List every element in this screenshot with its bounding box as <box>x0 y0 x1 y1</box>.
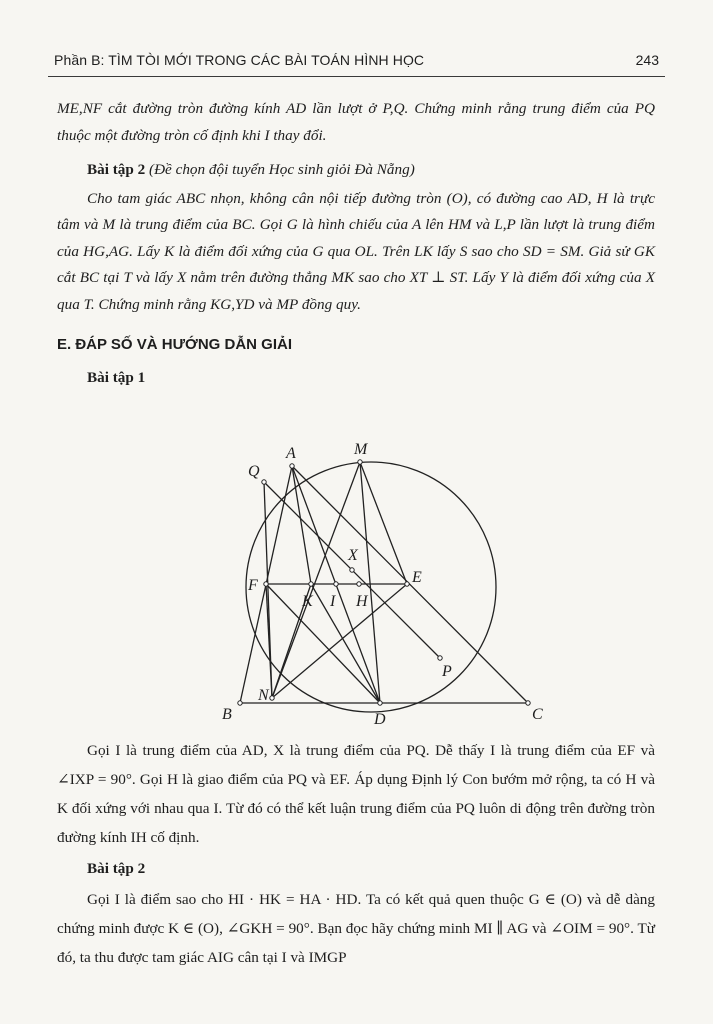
running-header <box>48 40 665 77</box>
solution1-label: Bài tập 1 <box>87 368 146 386</box>
exercise2-source: (Đề chọn đội tuyển Học sinh giỏi Đà Nẵng) <box>149 161 415 178</box>
line-ME <box>360 462 407 584</box>
geometry-figure <box>220 432 550 728</box>
label-X: X <box>348 547 358 564</box>
point-M <box>358 460 362 464</box>
point-H <box>357 582 361 586</box>
exercise2-text: Cho tam giác ABC nhọn, không cân nội tiếp đường tròn (O), có đường cao AD, H là trực tâm và M là trung điểm của BC. Gọi G là hình chiếu của A lên HM và L,P lần lượt là trung điểm của HG,AG. Lấy K là điểm đối xứng của G qua OL. Trên LK lấy S sao cho SD = SM. Giả sử GK cắt BC tại T và lấy X nằm trên đường thẳng MK sao cho XT ⊥ ST. Lấy Y là điểm đối xứng của X qua T. Chứng minh rằng KG,YD và MP đồng quy. <box>57 189 655 313</box>
label-M: M <box>354 441 368 458</box>
header-title: Phần B: TÌM TÒI MỚI TRONG CÁC BÀI TOÁN HÌNH HỌC <box>54 52 425 68</box>
solution2-text: Gọi I là điểm sao cho HI · HK = HA · HD. Ta có kết quả quen thuộc G ∈ (O) và dễ dàng chứng minh được K ∈ (O), ∠GKH = 90°. Bạn đọc hãy chứng minh MI ∥ AG và ∠OIM = 90°. Từ đó, ta thu được tam giác AIG cân tại I và IMGP <box>57 891 655 966</box>
point-B <box>238 701 242 705</box>
point-N <box>270 696 274 700</box>
label-I: I <box>330 593 336 610</box>
solution1-text: Gọi I là trung điểm của AD, X là trung điểm của PQ. Dễ thấy I là trung điểm của EF và ∠IXP = 90°. Gọi H là giao điểm của PQ và EF. Áp dụng Định lý Con bướm mở rộng, ta có H và K đối xứng với nhau qua I. Từ đó có thể kết luận trung điểm của PQ luôn di động trên đường tròn đường kính IH cố định. <box>57 742 655 846</box>
point-I <box>334 582 338 586</box>
point-Q <box>262 480 266 484</box>
point-C <box>526 701 530 705</box>
main-text <box>57 96 655 391</box>
intro-paragraph: ME,NF cắt đường tròn đường kính AD lần lượt ở P,Q. Chứng minh rằng trung điểm của PQ thuộc một đường tròn cố định khi I thay đổi. <box>57 100 655 144</box>
section-title: E. ĐÁP SỐ VÀ HƯỚNG DẪN GIẢI <box>57 336 292 353</box>
exercise2-heading <box>87 157 655 184</box>
line-NE <box>272 584 407 698</box>
solution-text <box>57 736 655 972</box>
point-E <box>405 582 409 586</box>
solution2-label: Bài tập 2 <box>87 860 146 877</box>
label-Q: Q <box>248 463 260 480</box>
label-E: E <box>412 569 422 586</box>
exercise2-label: Bài tập 2 <box>87 161 146 178</box>
point-K <box>309 582 313 586</box>
line-MD <box>360 462 380 703</box>
label-A: A <box>286 445 296 462</box>
label-P: P <box>442 663 452 680</box>
point-A <box>290 464 294 468</box>
label-K: K <box>302 593 313 610</box>
point-P <box>438 656 442 660</box>
point-X <box>350 568 354 572</box>
line-KD <box>311 584 380 703</box>
point-D <box>378 701 382 705</box>
point-F <box>264 582 268 586</box>
label-F: F <box>248 577 258 594</box>
label-H: H <box>356 593 368 610</box>
label-D: D <box>374 711 386 728</box>
label-C: C <box>532 706 543 723</box>
label-B: B <box>222 706 232 723</box>
label-N: N <box>258 687 269 704</box>
page-number: 243 <box>635 52 659 68</box>
